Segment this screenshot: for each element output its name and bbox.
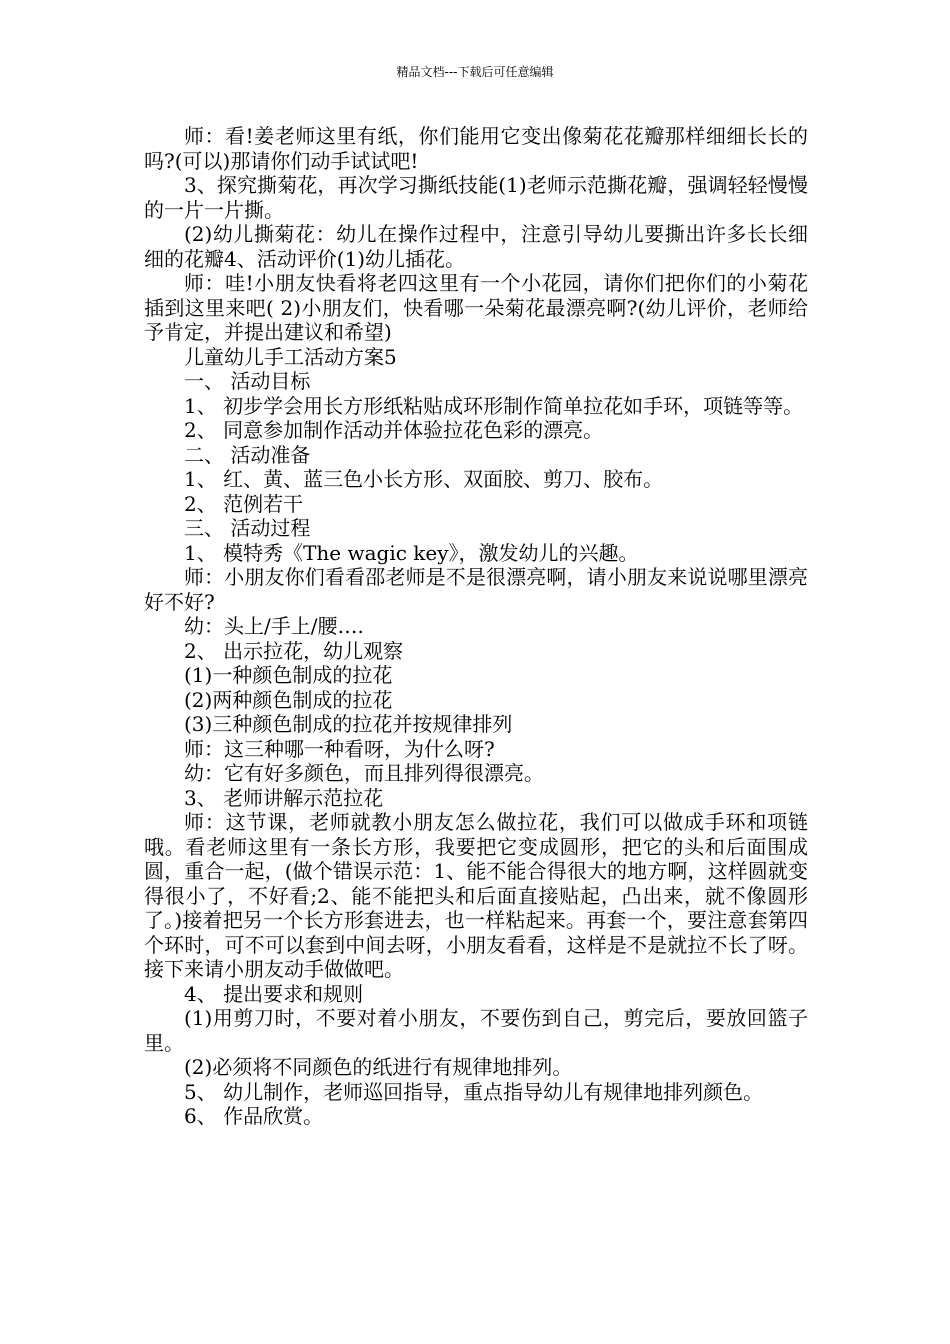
list-item: (1)一种颜色制成的拉花 bbox=[184, 663, 393, 687]
list-item: (1)用剪刀时，不要对着小朋友，不要伤到自己，剪完后，要放回篮子里。 bbox=[144, 1006, 808, 1055]
paragraph: 师：这节课，老师就教小朋友怎么做拉花，我们可以做成手环和项链哦。看老师这里有一条长方形，我要把它变成圆形，把它的头和后面围成圆，重合一起，(做个错误示范：1、能不能合得很大的地方啊，这样圆就变得很小了，不好看;2、能不能把头和后面直接贴起，凸出来，就不像圆形了。)接着把另一个长方形套进去，也一样粘起来。再套一个，要注意套第四个环时，可不可以套到中间去呀，小朋友看看，这样是不是就拉不长了呀。接下来请小朋友动手做做吧。 bbox=[144, 810, 808, 981]
paragraph: 幼：头上/手上/腰…. bbox=[184, 614, 364, 638]
paragraph: 师：哇!小朋友快看将老四这里有一个小花园，请你们把你们的小菊花插到这里来吧( 2)小朋友们，快看哪一朵菊花最漂亮啊?(幼儿评价，老师给予肯定，并提出建议和希望) bbox=[144, 271, 808, 344]
list-item: 2、 出示拉花，幼儿观察 bbox=[184, 638, 404, 663]
list-item: 1、 模特秀《The wagic key》，激发幼儿的兴趣。 bbox=[184, 540, 639, 565]
paragraph: 3、探究撕菊花，再次学习撕纸技能(1)老师示范撕花瓣，强调轻轻慢慢的一片一片撕。 bbox=[144, 173, 808, 222]
list-item: 2、 同意参加制作活动并体验拉花色彩的漂亮。 bbox=[184, 418, 604, 442]
section-heading: 一、 活动目标 bbox=[184, 369, 311, 393]
list-item: 4、 提出要求和规则 bbox=[184, 981, 364, 1006]
paragraph: (2)幼儿撕菊花：幼儿在操作过程中，注意引导幼儿要撕出许多长长细细的花瓣4、活动评价(1)幼儿插花。 bbox=[144, 222, 808, 271]
list-item: (2)必须将不同颜色的纸进行有规律地排列。 bbox=[184, 1055, 573, 1079]
list-item: (2)两种颜色制成的拉花 bbox=[184, 687, 393, 712]
section-heading: 三、 活动过程 bbox=[184, 516, 311, 540]
list-item: (3)三种颜色制成的拉花并按规律排列 bbox=[184, 712, 513, 736]
document-body bbox=[144, 124, 808, 1129]
list-item: 5、 幼儿制作，老师巡回指导，重点指导幼儿有规律地排列颜色。 bbox=[184, 1079, 764, 1104]
page-header: 精品文档---下载后可任意编辑 bbox=[396, 65, 554, 79]
paragraph: 师：看!姜老师这里有纸，你们能用它变出像菊花花瓣那样细细长长的吗?(可以)那请你们动手试试吧! bbox=[144, 124, 808, 173]
list-item: 6、 作品欣赏。 bbox=[184, 1104, 324, 1128]
paragraph: 师：这三种哪一种看呀，为什么呀? bbox=[184, 736, 495, 761]
paragraph: 幼：它有好多颜色，而且排列得很漂亮。 bbox=[184, 761, 544, 785]
list-item: 2、 范例若干 bbox=[184, 491, 304, 516]
list-item: 1、 红、黄、蓝三色小长方形、双面胶、剪刀、胶布。 bbox=[184, 467, 664, 491]
list-item: 3、 老师讲解示范拉花 bbox=[184, 785, 384, 810]
list-item: 1、 初步学会用长方形纸粘贴成环形制作简单拉花如手环，项链等等。 bbox=[184, 393, 804, 418]
paragraph: 师：小朋友你们看看邵老师是不是很漂亮啊，请小朋友来说说哪里漂亮好不好? bbox=[144, 565, 808, 614]
section-title: 儿童幼儿手工活动方案5 bbox=[184, 344, 397, 369]
section-heading: 二、 活动准备 bbox=[184, 442, 311, 467]
